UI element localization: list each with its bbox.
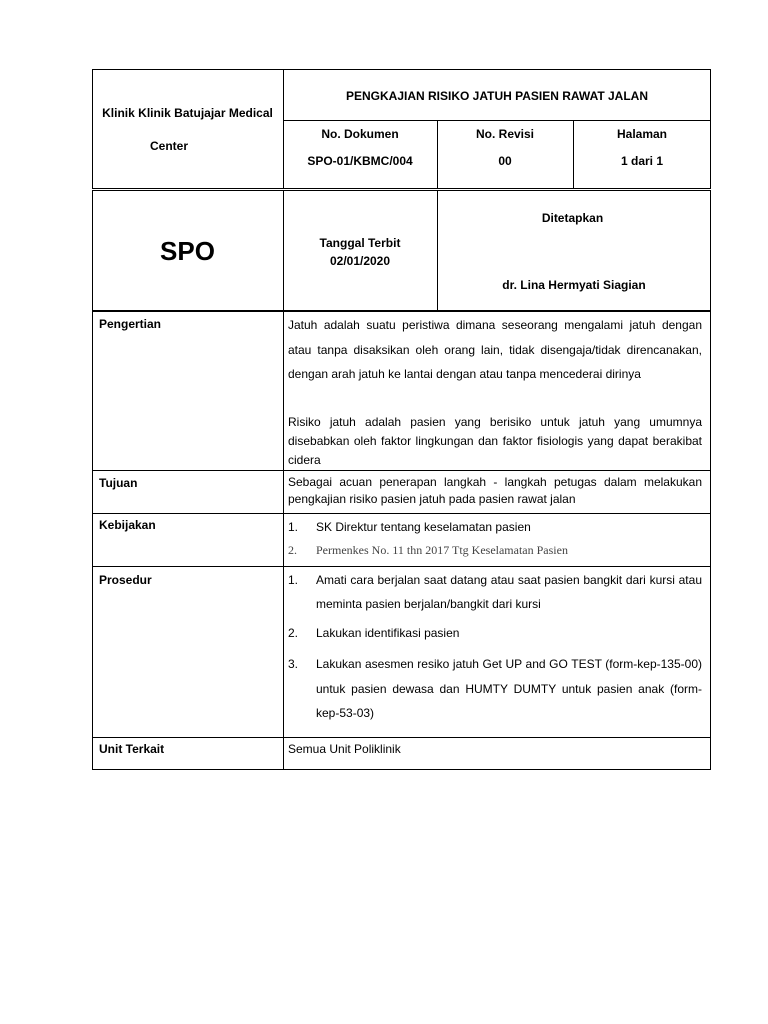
ditetapkan-label: Ditetapkan <box>541 211 604 225</box>
prosedur-item-number: 1. <box>288 573 299 587</box>
tujuan-text: Sebagai acuan penerapan langkah - langkah petugas dalam melakukan pengkajian risiko pasien jatuh pada pasien rawat jalan <box>288 475 702 506</box>
clinic-name: Klinik Klinik Batujajar Medical <box>102 106 273 120</box>
prosedur-item <box>288 624 702 642</box>
pengertian-label: Pengertian <box>99 317 162 331</box>
prosedur-item-number: 2. <box>288 626 299 640</box>
kebijakan-item-number: 1. <box>288 520 299 534</box>
tanggal-terbit-label: Tanggal Terbit <box>319 236 401 250</box>
prosedur-item-number: 3. <box>288 657 299 671</box>
prosedur-item <box>288 568 702 616</box>
no-dokumen-value: SPO-01/KBMC/004 <box>307 154 413 168</box>
prosedur-item-text: Amati cara berjalan saat datang atau saat pasien bangkit dari kursi atau meminta pasien berjalan/bangkit dari kursi <box>316 573 702 611</box>
clinic-name-line2: Center <box>149 139 188 153</box>
no-dokumen-label: No. Dokumen <box>321 127 399 141</box>
no-revisi-value: 00 <box>498 154 512 168</box>
halaman-label: Halaman <box>616 127 668 141</box>
document-title: PENGKAJIAN RISIKO JATUH PASIEN RAWAT JALAN <box>345 89 649 103</box>
tujuan-label: Tujuan <box>99 476 138 490</box>
halaman-value: 1 dari 1 <box>620 154 664 168</box>
kebijakan-item <box>288 520 702 536</box>
pengertian-paragraph-1: Jatuh adalah suatu peristiwa dimana seseorang mengalami jatuh dengan atau tanpa disaksikan oleh orang lain, tidak disengaja/tidak direncanakan, dengan arah jatuh ke lantai dengan atau tanpa mencederai dirinya <box>288 318 702 381</box>
unit-terkait-text: Semua Unit Poliklinik <box>288 742 401 756</box>
kebijakan-item-text: Permenkes No. 11 thn 2017 Ttg Keselamatan Pasien <box>316 543 568 557</box>
signatory-name: dr. Lina Hermyati Siagian <box>502 278 646 292</box>
prosedur-item-text: Lakukan asesmen resiko jatuh Get UP and GO TEST (form-kep-135-00) untuk pasien dewasa dan HUMTY DUMTY untuk pasien anak (form-kep-53-03) <box>316 657 702 720</box>
prosedur-label: Prosedur <box>99 573 152 587</box>
unit-terkait-label: Unit Terkait <box>99 742 165 756</box>
pengertian-paragraph-2: Risiko jatuh adalah pasien yang berisiko untuk jatuh yang umumnya disebabkan oleh faktor lingkungan dan faktor fisiologis yang dapat berakibat cidera <box>288 415 702 467</box>
kebijakan-item <box>288 543 702 559</box>
no-revisi-label: No. Revisi <box>475 127 535 141</box>
kebijakan-item-number: 2. <box>288 543 297 557</box>
prosedur-item-text: Lakukan identifikasi pasien <box>316 626 460 640</box>
kebijakan-item-text: SK Direktur tentang keselamatan pasien <box>316 520 531 534</box>
prosedur-item <box>288 652 702 727</box>
kebijakan-label: Kebijakan <box>99 518 156 532</box>
tanggal-terbit-value: 02/01/2020 <box>329 254 391 268</box>
spo-label: SPO <box>160 236 215 266</box>
